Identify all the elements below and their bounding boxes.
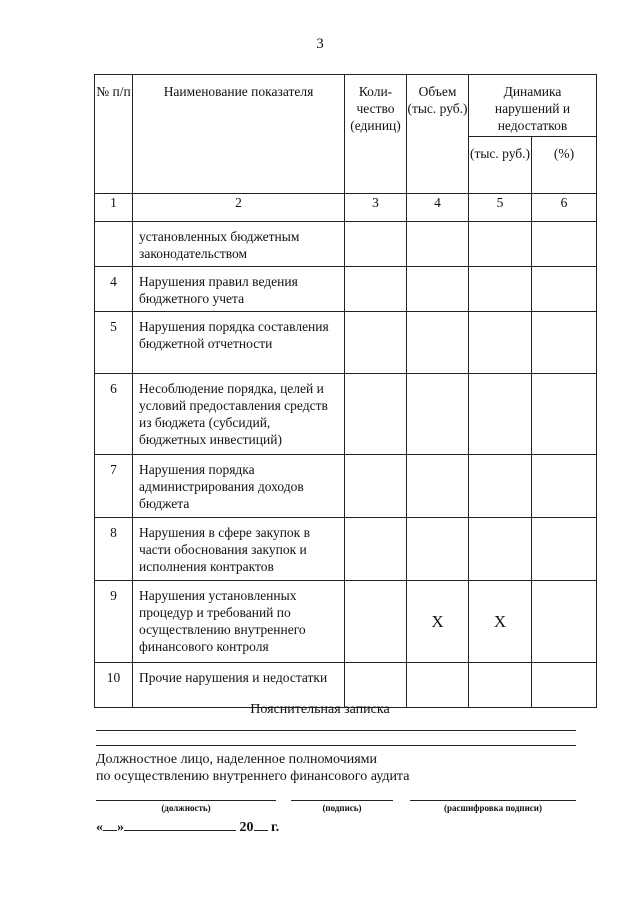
- dynamics-percent-cell: [532, 518, 597, 581]
- volume-cell: [407, 267, 469, 312]
- quantity-cell: [345, 455, 407, 518]
- column-number: 5: [469, 194, 532, 222]
- row-number: 5: [95, 312, 133, 374]
- table-row: [95, 374, 597, 455]
- row-number: 4: [95, 267, 133, 312]
- table-header-row: [95, 75, 597, 137]
- signature-line: [291, 800, 393, 801]
- dynamics-percent-cell: [532, 312, 597, 374]
- dynamics-thousand-cell: [469, 312, 532, 374]
- year-blank: [254, 816, 268, 831]
- row-number: [95, 222, 133, 267]
- row-number: 8: [95, 518, 133, 581]
- header-name: Наименование показателя: [133, 75, 345, 194]
- header-dynamics-thousand: (тыс. руб.): [469, 136, 532, 193]
- dynamics-percent-cell: [532, 267, 597, 312]
- position-line: [96, 800, 276, 801]
- quantity-cell: [345, 663, 407, 708]
- column-number: 6: [532, 194, 597, 222]
- volume-cell: [407, 518, 469, 581]
- month-blank: [124, 816, 236, 831]
- year-suffix: г.: [271, 820, 280, 835]
- header-dynamics-percent: (%): [532, 136, 597, 193]
- quantity-cell: [345, 267, 407, 312]
- table-row: [95, 518, 597, 581]
- table-row: [95, 267, 597, 312]
- explanatory-note-title: Пояснительная записка: [250, 702, 390, 717]
- page-number: 3: [316, 36, 324, 52]
- report-table: [94, 74, 597, 708]
- column-number: 2: [133, 194, 345, 222]
- table-row: [95, 455, 597, 518]
- official-line-1: Должностное лицо, наделенное полномочиями: [96, 752, 377, 767]
- date-line: [96, 816, 279, 836]
- volume-cell: [407, 663, 469, 708]
- column-number: 1: [95, 194, 133, 222]
- header-no: № п/п: [95, 75, 133, 194]
- dynamics-thousand-cell: [469, 518, 532, 581]
- volume-cell: X: [407, 581, 469, 663]
- date-open-quote: «: [96, 820, 103, 835]
- signature-label: (подпись): [322, 803, 362, 813]
- volume-cell: [407, 312, 469, 374]
- dynamics-percent-cell: [532, 455, 597, 518]
- row-number: 10: [95, 663, 133, 708]
- day-blank: [103, 816, 117, 831]
- note-line: [96, 745, 576, 746]
- quantity-cell: [345, 312, 407, 374]
- quantity-cell: [345, 581, 407, 663]
- indicator-name: Нарушения порядка составления бюджетной отчетности: [133, 312, 345, 374]
- indicator-name: Нарушения в сфере закупок в части обоснования закупок и исполнения контрактов: [133, 518, 345, 581]
- header-dynamics: Динамика нарушений и недостатков: [469, 75, 597, 137]
- indicator-name: установленных бюджетным законодательством: [133, 222, 345, 267]
- indicator-name: Прочие нарушения и недостатки: [133, 663, 345, 708]
- position-label: (должность): [161, 803, 211, 813]
- decoding-label: (расшифровка подписи): [444, 803, 542, 813]
- dynamics-thousand-cell: X: [469, 581, 532, 663]
- column-number: 4: [407, 194, 469, 222]
- dynamics-thousand-cell: [469, 663, 532, 708]
- column-number: 3: [345, 194, 407, 222]
- header-volume: Объем (тыс. руб.): [407, 75, 469, 194]
- decoding-line: [410, 800, 576, 801]
- dynamics-thousand-cell: [469, 374, 532, 455]
- indicator-name: Нарушения порядка администрирования доходов бюджета: [133, 455, 345, 518]
- row-number: 9: [95, 581, 133, 663]
- indicator-name: Нарушения правил ведения бюджетного учета: [133, 267, 345, 312]
- note-line: [96, 730, 576, 731]
- header-quantity: Коли-чество (единиц): [345, 75, 407, 194]
- official-line-2: по осуществлению внутреннего финансового аудита: [96, 769, 410, 784]
- quantity-cell: [345, 518, 407, 581]
- row-number: 7: [95, 455, 133, 518]
- volume-cell: [407, 222, 469, 267]
- dynamics-thousand-cell: [469, 455, 532, 518]
- indicator-name: Несоблюдение порядка, целей и условий предоставления средств из бюджета (субсидий, бюджетных инвестиций): [133, 374, 345, 455]
- volume-cell: [407, 455, 469, 518]
- dynamics-thousand-cell: [469, 222, 532, 267]
- row-number: 6: [95, 374, 133, 455]
- date-close-quote: »: [117, 820, 124, 835]
- dynamics-thousand-cell: [469, 267, 532, 312]
- table-row: [95, 663, 597, 708]
- quantity-cell: [345, 374, 407, 455]
- year-prefix: 20: [239, 820, 254, 835]
- dynamics-percent-cell: [532, 581, 597, 663]
- dynamics-percent-cell: [532, 374, 597, 455]
- column-number-row: [95, 194, 597, 222]
- table-row: [95, 581, 597, 663]
- table-row: [95, 312, 597, 374]
- table-row: [95, 222, 597, 267]
- dynamics-percent-cell: [532, 663, 597, 708]
- quantity-cell: [345, 222, 407, 267]
- official-block: [96, 751, 576, 785]
- dynamics-percent-cell: [532, 222, 597, 267]
- indicator-name: Нарушения установленных процедур и требований по осуществлению внутреннего финансового контроля: [133, 581, 345, 663]
- volume-cell: [407, 374, 469, 455]
